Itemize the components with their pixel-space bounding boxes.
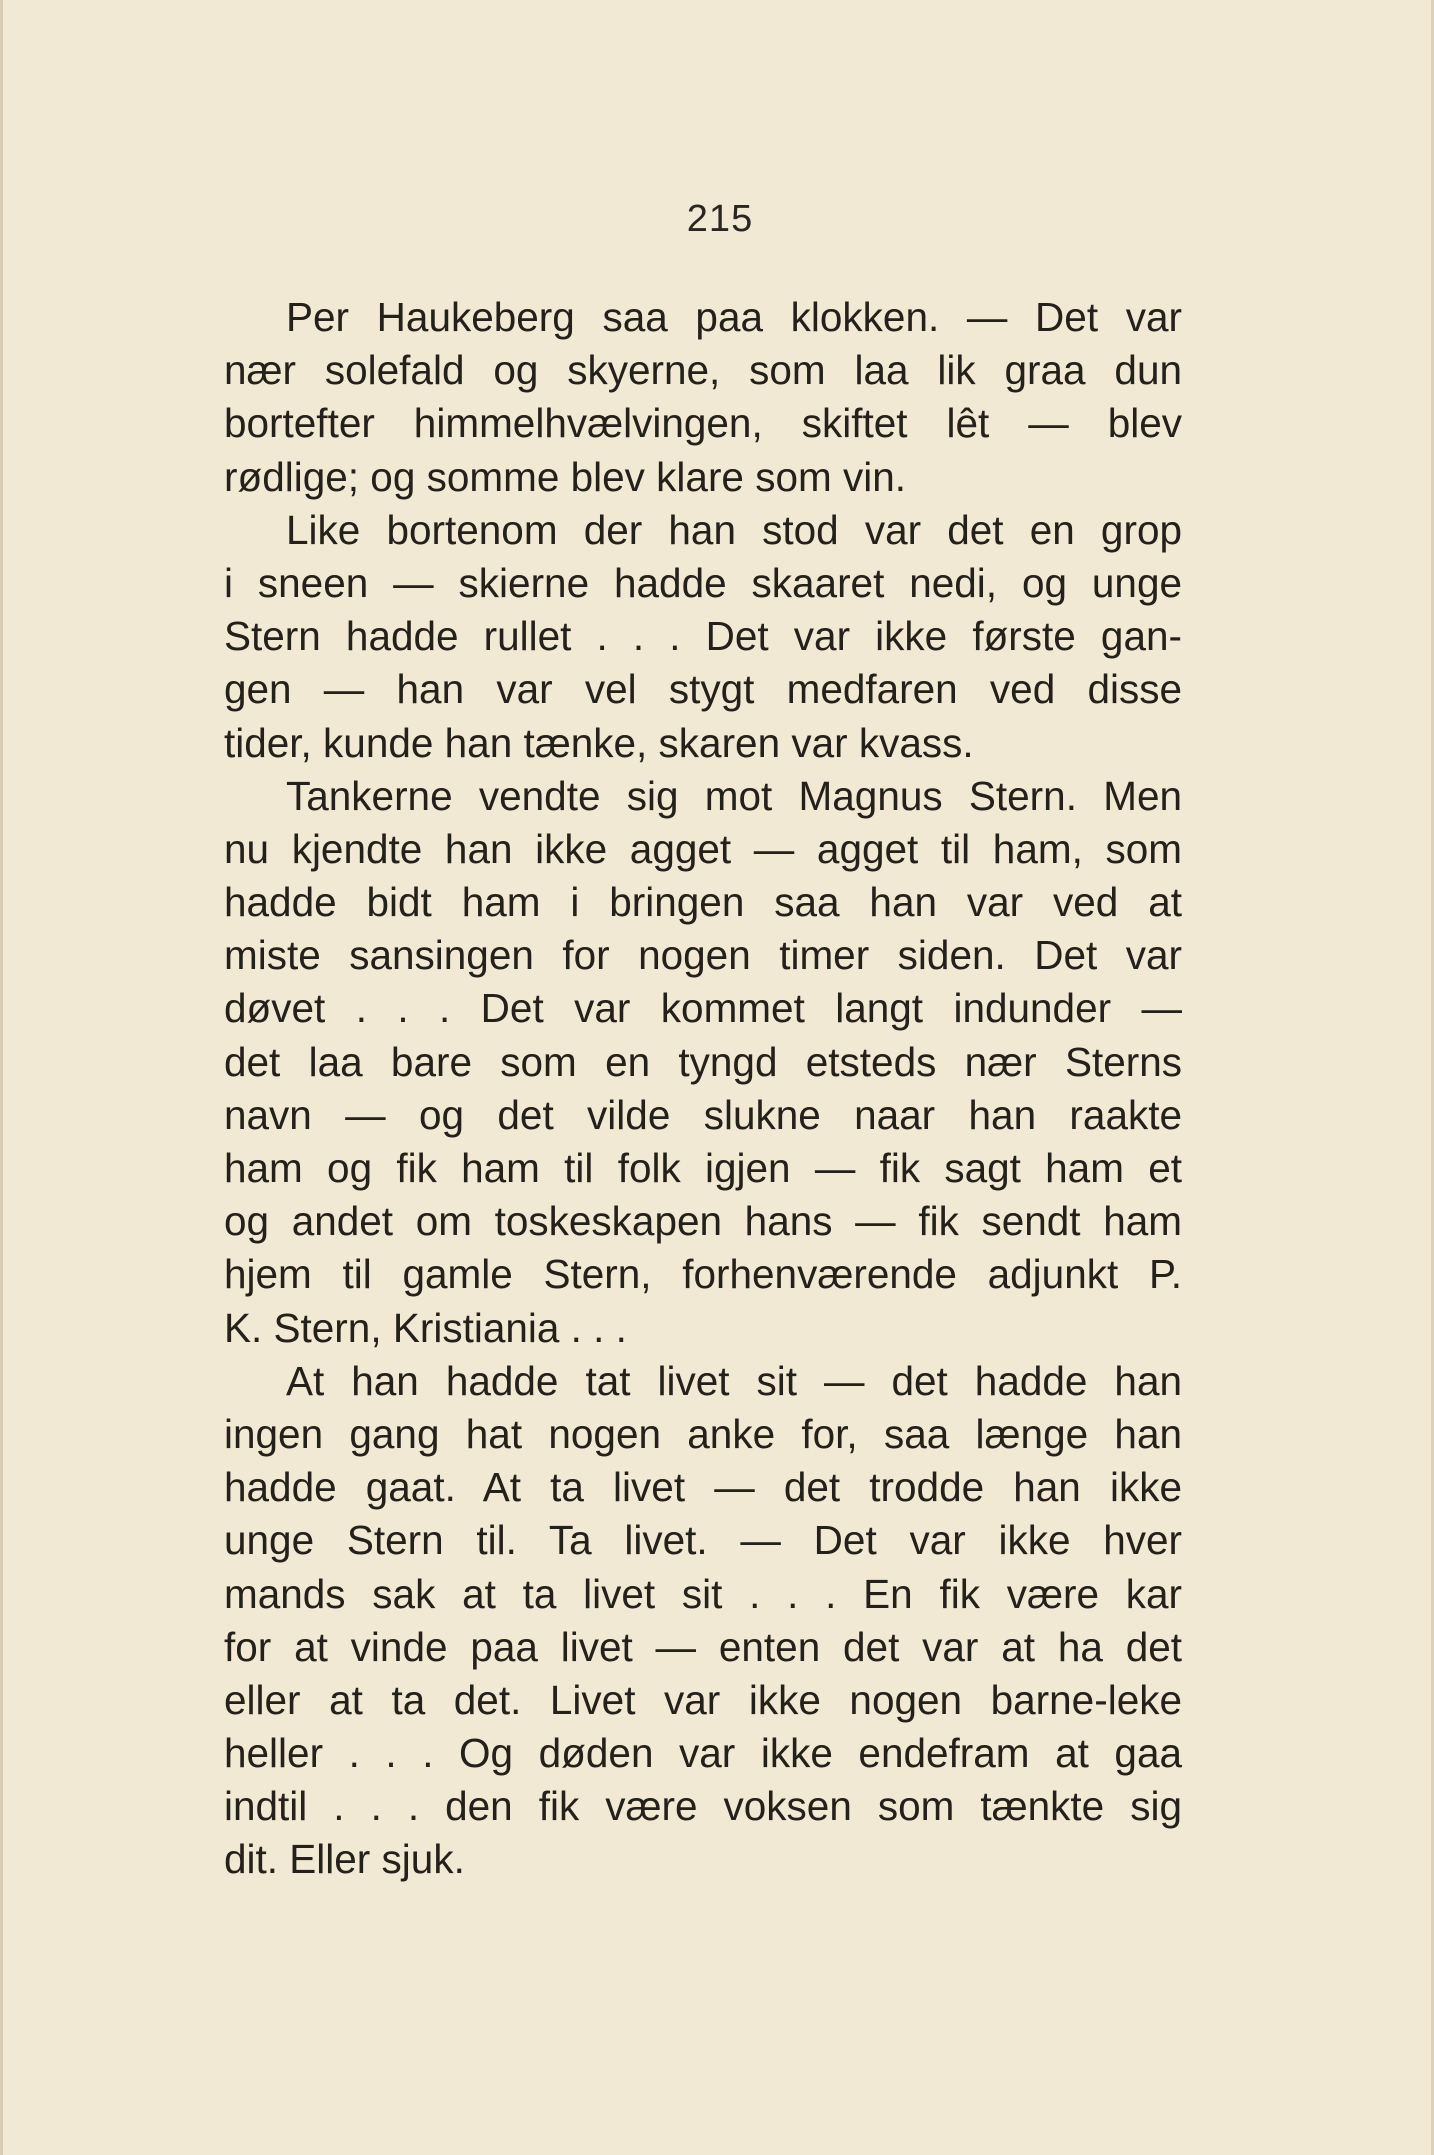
text-line: hadde bidt ham i bringen saa han var ved at [224, 879, 1182, 926]
text-line: hadde gaat. At ta livet — det trodde han ikke [224, 1464, 1182, 1511]
text-line: Like bortenom der han stod var det en grop [286, 506, 1182, 553]
text-line: ingen gang hat nogen anke for, saa længe han [224, 1410, 1182, 1457]
text-line: dit. Eller sjuk. [224, 1836, 465, 1883]
text-line: for at vinde paa livet — enten det var at ha det [224, 1623, 1182, 1670]
text-line: og andet om toskeskapen hans — fik sendt ham [224, 1198, 1182, 1245]
text-line: Per Haukeberg saa paa klokken. — Det var [286, 294, 1182, 340]
text-line: heller . . . Og døden var ikke endefram at gaa [224, 1730, 1182, 1777]
text-line: rødlige; og somme blev klare som vin. [224, 453, 906, 500]
text-line: tider, kunde han tænke, skaren var kvass. [224, 719, 974, 766]
text-line: K. Stern, Kristiania . . . [224, 1304, 627, 1351]
text-line: gen — han var vel stygt medfaren ved disse [224, 666, 1182, 713]
text-line: unge Stern til. Ta livet. — Det var ikke hver [224, 1517, 1182, 1564]
page-number: 215 [686, 198, 754, 240]
text-line: døvet . . . Det var kommet langt indunder — [224, 985, 1182, 1032]
text-line: indtil . . . den fik være voksen som tænkte sig [224, 1783, 1182, 1830]
text-line: navn — og det vilde slukne naar han raakte [224, 1091, 1182, 1138]
body-text [224, 291, 1182, 1887]
text-line: i sneen — skierne hadde skaaret nedi, og unge [224, 559, 1182, 606]
text-line: nær solefald og skyerne, som laa lik graa dun [224, 347, 1182, 394]
text-line: hjem til gamle Stern, forhenværende adjunkt P. [224, 1251, 1182, 1298]
text-line: miste sansingen for nogen timer siden. Det var [224, 932, 1182, 979]
text-line: Tankerne vendte sig mot Magnus Stern. Men [286, 772, 1182, 819]
text-line: bortefter himmelhvælvingen, skiftet lêt — blev [224, 400, 1182, 447]
text-line: mands sak at ta livet sit . . . En fik være kar [224, 1570, 1182, 1617]
text-line: eller at ta det. Livet var ikke nogen barne-leke [224, 1676, 1182, 1723]
text-line: At han hadde tat livet sit — det hadde han [286, 1357, 1182, 1404]
text-line: ham og fik ham til folk igjen — fik sagt ham et [224, 1145, 1182, 1191]
text-line: det laa bare som en tyngd etsteds nær Sterns [224, 1038, 1182, 1085]
text-line: nu kjendte han ikke agget — agget til ham, som [224, 825, 1182, 872]
text-line: Stern hadde rullet . . . Det var ikke første gan- [224, 613, 1182, 660]
